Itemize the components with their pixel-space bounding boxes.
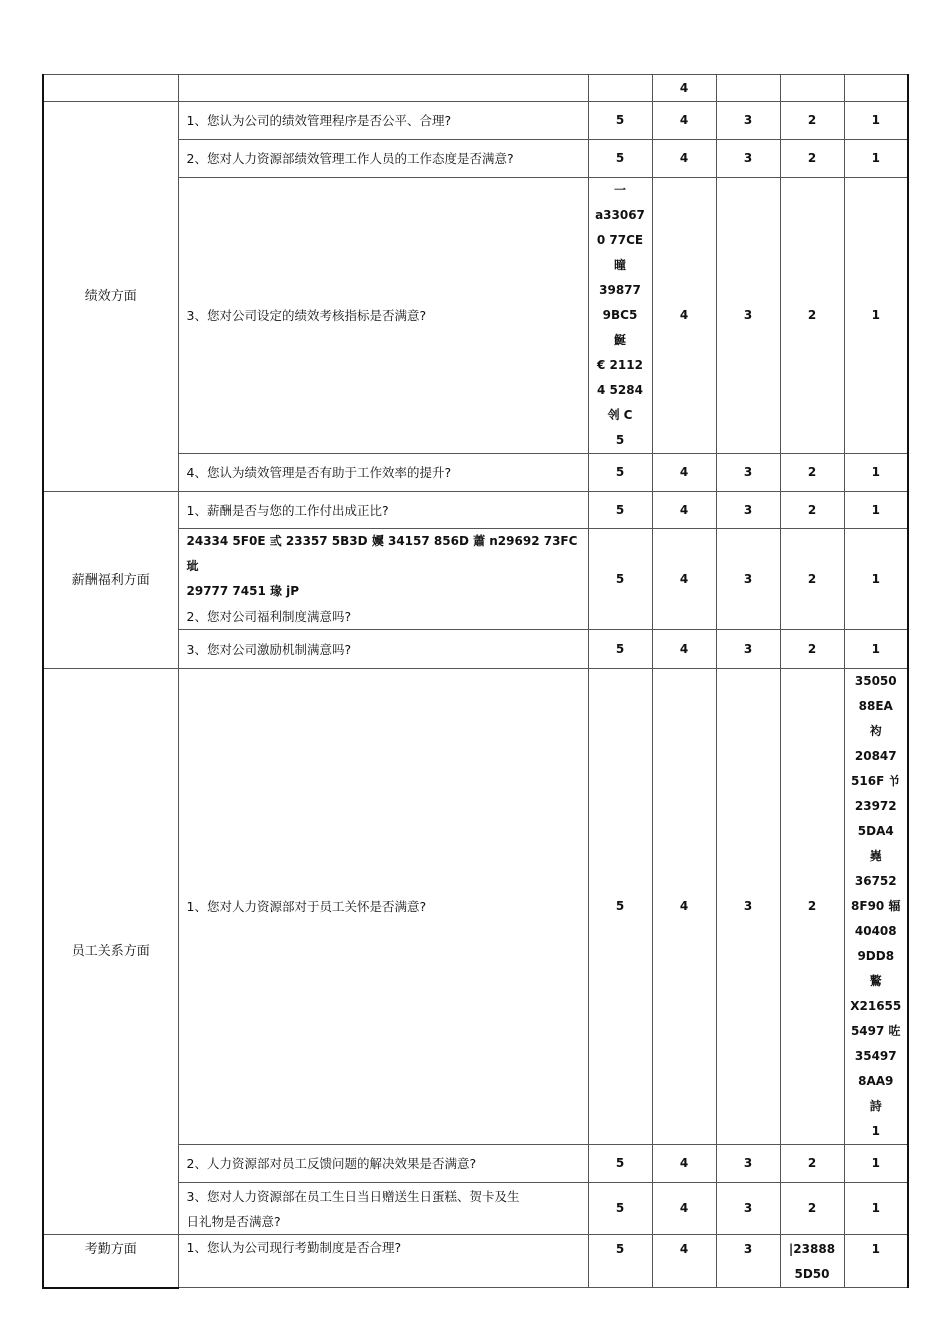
question-cell: 2、人力资源部对员工反馈问题的解决效果是否满意? bbox=[178, 1145, 588, 1183]
score-cell: 4 bbox=[652, 669, 716, 1145]
score-cell: 1 bbox=[844, 102, 908, 140]
score-cell bbox=[588, 75, 652, 102]
score-cell: 4 bbox=[652, 1145, 716, 1183]
score-cell: 5 bbox=[588, 529, 652, 630]
score-cell: 3 bbox=[716, 492, 780, 529]
score-cell: 4 bbox=[652, 1183, 716, 1235]
score-cell: 5 bbox=[588, 1235, 652, 1288]
score-cell: 5 bbox=[588, 140, 652, 178]
score-cell: 2 bbox=[780, 669, 844, 1145]
score-cell: 4 bbox=[652, 75, 716, 102]
score-cell: 3 bbox=[716, 1183, 780, 1235]
table-row bbox=[43, 669, 908, 1145]
score-cell: 4 bbox=[652, 529, 716, 630]
score-cell-garbled: |23888 5D50 bbox=[780, 1235, 844, 1288]
score-cell: 2 bbox=[780, 102, 844, 140]
question-cell: 3、您对公司设定的绩效考核指标是否满意? bbox=[178, 178, 588, 454]
score-cell: 5 bbox=[588, 630, 652, 669]
score-cell: 1 bbox=[844, 178, 908, 454]
score-cell: 3 bbox=[716, 454, 780, 492]
score-cell: 2 bbox=[780, 1145, 844, 1183]
category-cell: 员工关系方面 bbox=[43, 669, 178, 1235]
score-cell: 1 bbox=[844, 630, 908, 669]
score-cell: 1 bbox=[844, 454, 908, 492]
score-cell: 3 bbox=[716, 140, 780, 178]
score-cell: 1 bbox=[844, 1145, 908, 1183]
score-cell: 4 bbox=[652, 178, 716, 454]
score-cell: 4 bbox=[652, 102, 716, 140]
table-row bbox=[43, 102, 908, 140]
score-cell: 5 bbox=[588, 1183, 652, 1235]
table-row bbox=[43, 75, 908, 102]
score-cell: 2 bbox=[780, 178, 844, 454]
score-cell: 5 bbox=[588, 102, 652, 140]
score-cell: 1 bbox=[844, 140, 908, 178]
score-cell: 3 bbox=[716, 178, 780, 454]
score-cell: 3 bbox=[716, 1235, 780, 1288]
score-cell: 1 bbox=[844, 1183, 908, 1235]
question-cell: 1、您认为公司的绩效管理程序是否公平、合理? bbox=[178, 102, 588, 140]
score-cell: 3 bbox=[716, 1145, 780, 1183]
score-cell: 3 bbox=[716, 669, 780, 1145]
score-cell: 4 bbox=[652, 630, 716, 669]
score-cell: 2 bbox=[780, 1183, 844, 1235]
question-cell: 3、您对人力资源部在员工生日当日赠送生日蛋糕、贺卡及生 日礼物是否满意? bbox=[178, 1183, 588, 1235]
category-cell: 考勤方面 bbox=[43, 1235, 178, 1288]
question-cell: 4、您认为绩效管理是否有助于工作效率的提升? bbox=[178, 454, 588, 492]
question-cell: 2、您对人力资源部绩效管理工作人员的工作态度是否满意? bbox=[178, 140, 588, 178]
score-cell: 2 bbox=[780, 454, 844, 492]
table-row bbox=[43, 1235, 908, 1288]
score-cell: 2 bbox=[780, 630, 844, 669]
category-cell: 绩效方面 bbox=[43, 102, 178, 492]
score-cell: 4 bbox=[652, 140, 716, 178]
question-cell: 1、您对人力资源部对于员工关怀是否满意? bbox=[178, 669, 588, 1145]
score-cell: 1 bbox=[844, 529, 908, 630]
score-cell: 4 bbox=[652, 1235, 716, 1288]
score-cell: 1 bbox=[844, 1235, 908, 1288]
score-cell bbox=[716, 75, 780, 102]
score-cell: 3 bbox=[716, 102, 780, 140]
question-cell bbox=[178, 75, 588, 102]
category-cell bbox=[43, 75, 178, 102]
score-cell: 2 bbox=[780, 492, 844, 529]
score-cell: 3 bbox=[716, 529, 780, 630]
table-row bbox=[43, 492, 908, 529]
score-cell: 2 bbox=[780, 140, 844, 178]
score-cell bbox=[844, 75, 908, 102]
score-cell: 1 bbox=[844, 492, 908, 529]
score-cell: 5 bbox=[588, 669, 652, 1145]
score-cell: 4 bbox=[652, 492, 716, 529]
score-cell bbox=[780, 75, 844, 102]
question-cell: 1、您认为公司现行考勤制度是否合理? bbox=[178, 1235, 588, 1288]
score-cell: 4 bbox=[652, 454, 716, 492]
category-cell: 薪酬福利方面 bbox=[43, 492, 178, 669]
score-cell: 5 bbox=[588, 492, 652, 529]
score-cell: 3 bbox=[716, 630, 780, 669]
question-cell: 1、薪酬是否与您的工作付出成正比? bbox=[178, 492, 588, 529]
score-cell: 5 bbox=[588, 1145, 652, 1183]
survey-table bbox=[42, 74, 909, 1289]
score-cell: 2 bbox=[780, 529, 844, 630]
score-cell-garbled: 一 a33067 0 77CE 曈 39877 9BC5 鯅 € 2112 4 5284 刢 C 5 bbox=[588, 178, 652, 454]
question-cell: 3、您对公司激励机制满意吗? bbox=[178, 630, 588, 669]
score-cell-garbled: 35050 88EA 袀 20847 516F 兯 23972 5DA4 嶤 36752 8F90 辐 40408 9DD8 鷘 X21655 5497 咗 35497 8AA9 詩 1 bbox=[844, 669, 908, 1145]
question-cell: 24334 5F0E 弎 23357 5B3D 嬽 34157 856D 蕭 n29692 73FC 玼 29777 7451 瑑 jP 2、您对公司福利制度满意吗? bbox=[178, 529, 588, 630]
score-cell: 5 bbox=[588, 454, 652, 492]
